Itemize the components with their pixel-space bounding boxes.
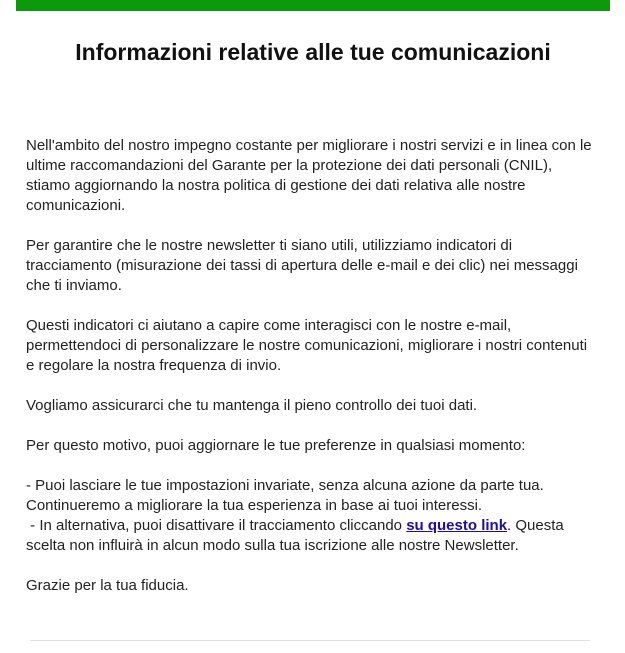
header-accent-bar [16,0,610,11]
option-disable-prefix: - In alternativa, puoi disattivare il tracciamento cliccando [26,517,407,534]
email-body [26,136,596,616]
option-keep-settings: - Puoi lasciare le tue impostazioni invariate, senza alcuna azione da parte tua. Continueremo a migliorare la tua esperienza in base ai tuoi interessi. [26,477,544,514]
disable-tracking-link[interactable]: su questo link [406,517,508,534]
options-paragraph [26,476,596,556]
page-title: Informazioni relative alle tue comunicazioni [75,39,551,65]
tracking-paragraph: Per garantire che le nostre newsletter ti siano utili, utilizziamo indicatori di tracciamento (misurazione dei tassi di apertura delle e-mail e dei clic) nei messaggi che ti inviamo. [26,237,578,294]
closing-text: Grazie per la tua fiducia. [26,577,189,594]
option-disable-tracking [26,517,564,554]
control-paragraph: Vogliamo assicurarci che tu mantenga il pieno controllo dei tuoi dati. [26,397,478,414]
option-disable-suffix: . Questa scelta non influirà in alcun modo sulla tua iscrizione alle nostre Newsletter. [26,517,564,554]
footer-divider [30,640,590,641]
preferences-paragraph: Per questo motivo, puoi aggiornare le tue preferenze in qualsiasi momento: [26,437,526,454]
indicators-paragraph: Questi indicatori ci aiutano a capire come interagisci con le nostre e-mail, permettendoci di personalizzare le nostre comunicazioni, migliorare i nostri contenuti e regolare la nostra frequenza di invio. [26,317,588,374]
intro-paragraph: Nell'ambito del nostro impegno costante per migliorare i nostri servizi e in linea con le ultime raccomandazioni del Garante per la protezione dei dati personali (CNIL), stiamo aggiornando la nostra politica di gestione dei dati relativa alle nostre comunicazioni. [26,137,592,214]
